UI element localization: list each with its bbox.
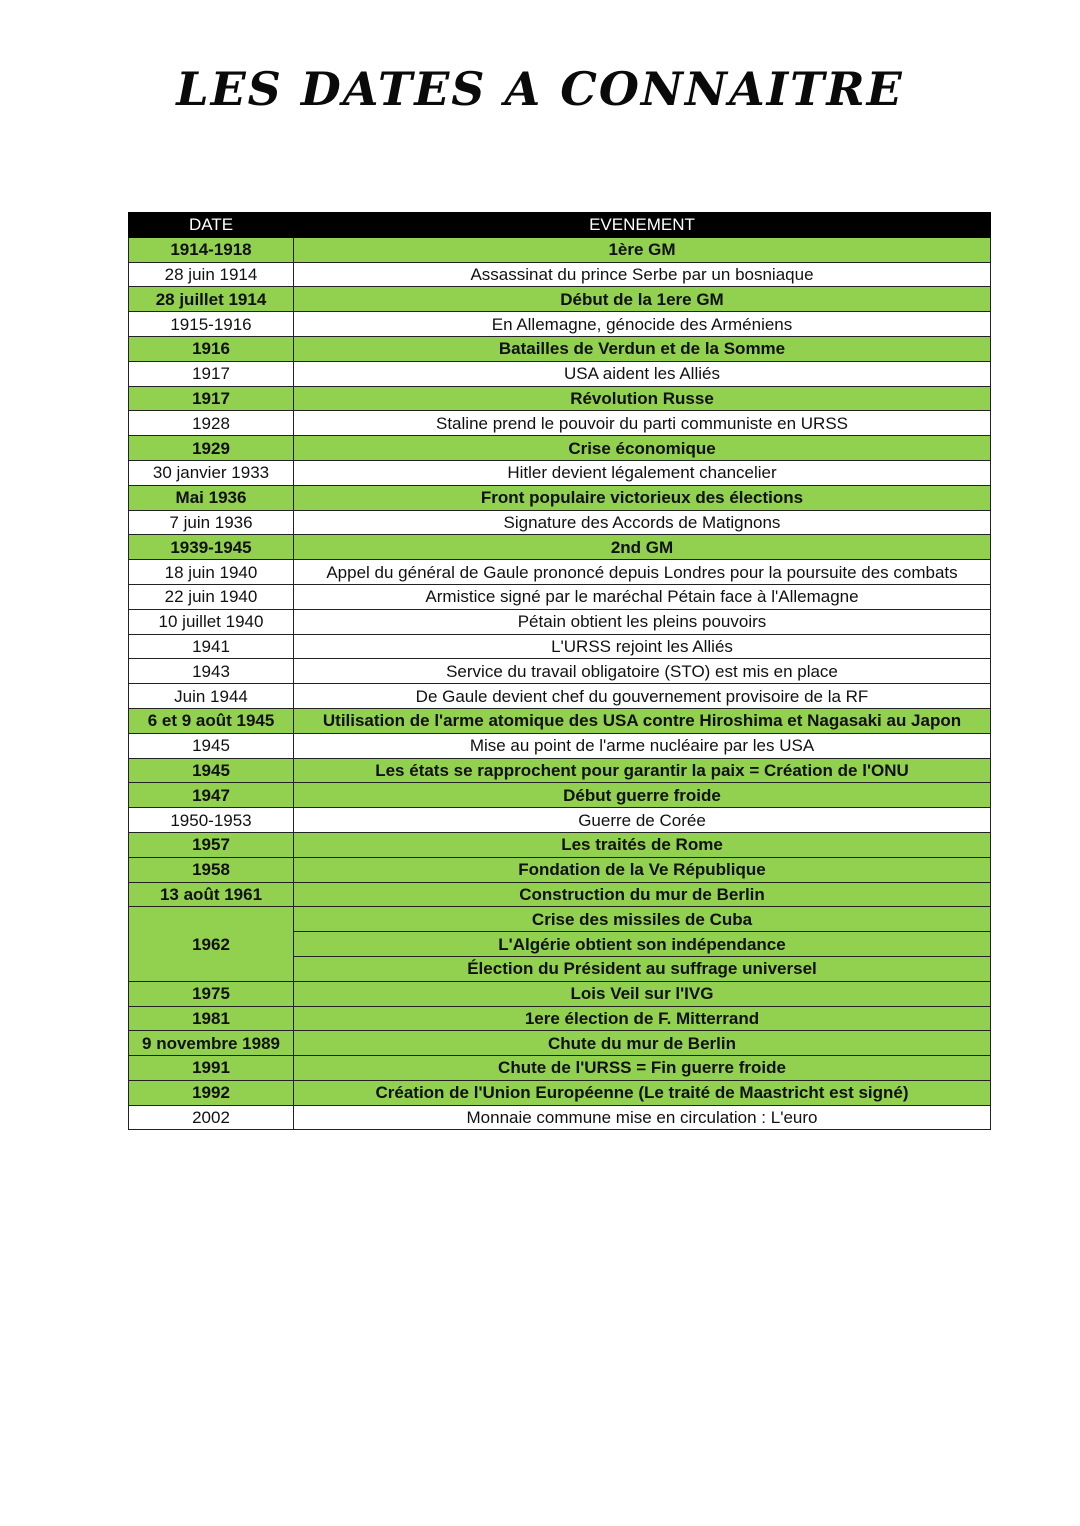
event-cell: Front populaire victorieux des élections <box>294 485 991 510</box>
event-cell: USA aident les Alliés <box>294 361 991 386</box>
event-cell: Révolution Russe <box>294 386 991 411</box>
table-row <box>129 1056 991 1081</box>
table-row <box>129 857 991 882</box>
event-cell: Création de l'Union Européenne (Le traité de Maastricht est signé) <box>294 1080 991 1105</box>
event-cell: Guerre de Corée <box>294 808 991 833</box>
table-row <box>129 336 991 361</box>
page-title: LES DATES A CONNAITRE <box>176 62 904 116</box>
table-row <box>129 1080 991 1105</box>
table-row <box>129 907 991 932</box>
table-row <box>129 312 991 337</box>
event-cell: Chute de l'URSS = Fin guerre froide <box>294 1056 991 1081</box>
table-row <box>129 882 991 907</box>
event-cell: Staline prend le pouvoir du parti communiste en URSS <box>294 411 991 436</box>
event-cell: Signature des Accords de Matignons <box>294 510 991 535</box>
event-cell: Appel du général de Gaule prononcé depuis Londres pour la poursuite des combats <box>294 560 991 585</box>
table-row <box>129 758 991 783</box>
date-cell: 13 août 1961 <box>129 882 294 907</box>
date-cell: 1958 <box>129 857 294 882</box>
date-cell: 1945 <box>129 758 294 783</box>
date-cell: 30 janvier 1933 <box>129 460 294 485</box>
event-cell: Les traités de Rome <box>294 832 991 857</box>
table-row <box>129 981 991 1006</box>
date-cell: 1917 <box>129 361 294 386</box>
event-cell: Pétain obtient les pleins pouvoirs <box>294 609 991 634</box>
date-cell: 1939-1945 <box>129 535 294 560</box>
table-row <box>129 560 991 585</box>
date-cell: 1943 <box>129 659 294 684</box>
table-row <box>129 287 991 312</box>
date-cell: 6 et 9 août 1945 <box>129 708 294 733</box>
table-row <box>129 634 991 659</box>
date-cell: 1929 <box>129 436 294 461</box>
table-row <box>129 386 991 411</box>
event-cell: L'URSS rejoint les Alliés <box>294 634 991 659</box>
dates-table <box>128 212 991 1130</box>
event-cell: 1ere élection de F. Mitterrand <box>294 1006 991 1031</box>
event-cell: 1ère GM <box>294 237 991 262</box>
table-row <box>129 659 991 684</box>
date-cell: Juin 1944 <box>129 684 294 709</box>
table-header <box>129 213 991 238</box>
event-cell: L'Algérie obtient son indépendance <box>294 932 991 957</box>
event-cell: Construction du mur de Berlin <box>294 882 991 907</box>
date-cell: 1981 <box>129 1006 294 1031</box>
date-cell: 1962 <box>129 907 294 981</box>
event-cell: Assassinat du prince Serbe par un bosniaque <box>294 262 991 287</box>
table-row <box>129 708 991 733</box>
table-row <box>129 535 991 560</box>
event-cell: Batailles de Verdun et de la Somme <box>294 336 991 361</box>
event-cell: Monnaie commune mise en circulation : L'euro <box>294 1105 991 1130</box>
event-cell: Les états se rapprochent pour garantir la paix = Création de l'ONU <box>294 758 991 783</box>
event-cell: Armistice signé par le maréchal Pétain face à l'Allemagne <box>294 584 991 609</box>
date-cell: 7 juin 1936 <box>129 510 294 535</box>
event-cell: Service du travail obligatoire (STO) est mis en place <box>294 659 991 684</box>
event-cell: De Gaule devient chef du gouvernement provisoire de la RF <box>294 684 991 709</box>
table-row <box>129 733 991 758</box>
date-cell: 28 juin 1914 <box>129 262 294 287</box>
date-cell: 1917 <box>129 386 294 411</box>
table-row <box>129 609 991 634</box>
table-row <box>129 783 991 808</box>
event-cell: Crise des missiles de Cuba <box>294 907 991 932</box>
table-row <box>129 832 991 857</box>
table-row <box>129 485 991 510</box>
event-cell: Fondation de la Ve République <box>294 857 991 882</box>
date-cell: 1945 <box>129 733 294 758</box>
table-row <box>129 361 991 386</box>
event-cell: Lois Veil sur l'IVG <box>294 981 991 1006</box>
table-row <box>129 584 991 609</box>
table-row <box>129 460 991 485</box>
event-cell: Début guerre froide <box>294 783 991 808</box>
table-row <box>129 411 991 436</box>
header-row <box>129 213 991 238</box>
date-cell: 1941 <box>129 634 294 659</box>
date-cell: 1914-1918 <box>129 237 294 262</box>
header-event: EVENEMENT <box>294 213 991 238</box>
date-cell: 1915-1916 <box>129 312 294 337</box>
table-row <box>129 436 991 461</box>
event-cell: En Allemagne, génocide des Arméniens <box>294 312 991 337</box>
date-cell: 1947 <box>129 783 294 808</box>
date-cell: 2002 <box>129 1105 294 1130</box>
date-cell: 18 juin 1940 <box>129 560 294 585</box>
date-cell: 1928 <box>129 411 294 436</box>
table-row <box>129 510 991 535</box>
table-body <box>129 237 991 1130</box>
event-cell: Crise économique <box>294 436 991 461</box>
date-cell: 1916 <box>129 336 294 361</box>
date-cell: 1992 <box>129 1080 294 1105</box>
table-row <box>129 684 991 709</box>
table-row <box>129 1105 991 1130</box>
event-cell: Hitler devient légalement chancelier <box>294 460 991 485</box>
date-cell: 22 juin 1940 <box>129 584 294 609</box>
date-cell: 1950-1953 <box>129 808 294 833</box>
event-cell: 2nd GM <box>294 535 991 560</box>
event-cell: Élection du Président au suffrage universel <box>294 956 991 981</box>
event-cell: Mise au point de l'arme nucléaire par les USA <box>294 733 991 758</box>
header-date: DATE <box>129 213 294 238</box>
table-row <box>129 1006 991 1031</box>
table-row <box>129 1031 991 1056</box>
table-row <box>129 262 991 287</box>
date-cell: 1957 <box>129 832 294 857</box>
date-cell: 9 novembre 1989 <box>129 1031 294 1056</box>
date-cell: 1975 <box>129 981 294 1006</box>
table-row <box>129 808 991 833</box>
date-cell: Mai 1936 <box>129 485 294 510</box>
event-cell: Utilisation de l'arme atomique des USA contre Hiroshima et Nagasaki au Japon <box>294 708 991 733</box>
table-row <box>129 237 991 262</box>
date-cell: 28 juillet 1914 <box>129 287 294 312</box>
event-cell: Chute du mur de Berlin <box>294 1031 991 1056</box>
date-cell: 10 juillet 1940 <box>129 609 294 634</box>
date-cell: 1991 <box>129 1056 294 1081</box>
event-cell: Début de la 1ere GM <box>294 287 991 312</box>
